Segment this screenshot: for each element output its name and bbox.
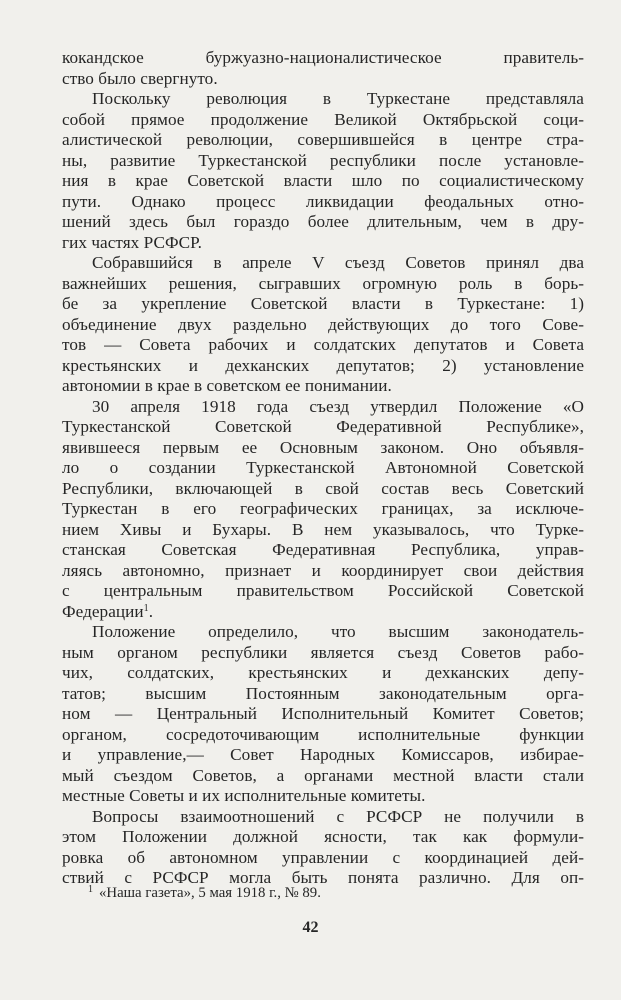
text-line: Туркестанской Советской Федеративной Республике», [62,417,584,436]
text-line: явившееся первым ее Основным законом. Оно объявля- [62,437,584,457]
text-line: органом, сосредоточивающим исполнительные функции [62,724,584,744]
footnote-ref-punctuation: . [148,601,154,621]
text-line: ном — Центральный Исполнительный Комитет Советов; [62,704,584,723]
text-line: ния в крае Советской власти шло по социалистическому [62,171,584,190]
footnote [88,884,508,902]
text-line: Собравшийся в апреле V съезд Советов принял два [92,253,584,272]
text-line: пути. Однако процесс ликвидации феодальных отно- [62,191,584,211]
text-line: объединение двух раздельно действующих до того Сове- [62,314,584,334]
text-line: кокандское буржуазно-националистическое правитель- [62,48,584,67]
body-text [62,48,584,889]
text-line: этом Положении должной ясности, так как формули- [62,827,584,846]
text-line: 30 апреля 1918 года съезд утвердил Положение «О [92,396,584,416]
text-line: ровка об автономном управлении с координацией дей- [62,847,584,867]
text-line-content: Федерации [62,601,144,621]
text-line: собой прямое продолжение Великой Октябрьской соци- [62,109,584,129]
text-line: тов — Совета рабочих и солдатских депутатов и Совета [62,335,584,354]
text-line: и управление,— Совет Народных Комиссаров, избирае- [62,745,584,764]
footnote-reference: 1 [143,602,149,614]
text-line: ло о создании Туркестанской Автономной Советской [62,458,584,477]
text-line: шений здесь был гораздо более длительным, чем в дру- [62,212,584,231]
text-line: ным органом республики является съезд Советов рабо- [62,642,584,662]
text-line: гих частях РСФСР. [62,232,202,252]
text-line: Туркестан в его географических границах, за исключе- [62,499,584,518]
text-line: татов; высшим Постоянным законодательным орга- [62,683,584,703]
text-line: автономии в крае в советском ее понимании. [62,376,392,395]
text-line: ны, развитие Туркестанской республики после установле- [62,150,584,170]
text-line: чих, солдатских, крестьянских и дехканских депу- [62,663,584,682]
text-line: местные Советы и их исполнительные комитеты. [62,786,426,805]
text-line: ство было свергнуто. [62,68,218,88]
text-line: важнейших решения, сыгравших огромную роль в борь- [62,273,584,293]
text-line: Республики, включающей в свой состав весь Советский [62,478,584,498]
text-line: станская Советская Федеративная Республика, управ- [62,540,584,559]
text-line: крестьянских и дехканских депутатов; 2) установление [62,355,584,375]
footnote-mark: 1 [88,884,93,895]
page-number: 42 [302,919,319,936]
text-line: Вопросы взаимоотношений с РСФСР не получили в [92,806,584,826]
text-line: бе за укрепление Советской власти в Туркестане: 1) [62,294,584,313]
text-line: ляясь автономно, признает и координирует свои действия [62,560,584,580]
text-line [62,602,584,623]
text-line: алистической революции, совершившейся в центре стра- [62,130,584,149]
text-line: мый съездом Советов, а органами местной власти стали [62,765,584,785]
footnote-text: «Наша газета», 5 мая 1918 г., № 89. [99,885,321,901]
text-line: ствий с РСФСР могла быть понята различно. Для оп- [62,868,584,887]
text-line: нием Хивы и Бухары. В нем указывалось, что Турке- [62,519,584,539]
text-line: Поскольку революция в Туркестане представляла [92,89,584,108]
text-line: Положение определило, что высшим законодатель- [92,622,584,641]
text-line: с центральным правительством Российской Советской [62,581,584,600]
